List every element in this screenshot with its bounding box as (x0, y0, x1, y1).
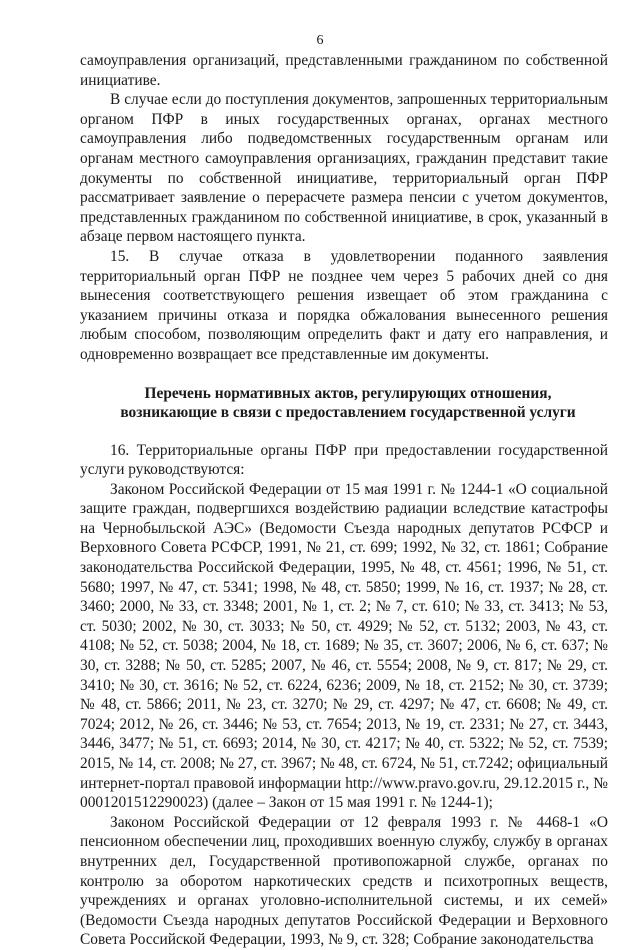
paragraph-documents-request: В случае если до поступления документов, запрошенных территориальным органом ПФР в иных государственных органах, органах местного самоуправления либо подведомственных государственным органам или органам местного самоуправления организациях, гражданин представит такие документы по собственной инициативе, территориальный орган ПФР рассматривает заявление о перерасчете размера пенсии с учетом документов, представленных гражданином по собственной инициативе, в срок, указанный в абзаце первом настоящего пункта. (80, 91, 608, 246)
paragraph-item-15: 15. В случае отказа в удовлетворении поданного заявления территориальный орган ПФР не позднее чем через 5 рабочих дней со дня вынесения соответствующего решения извещает об этом гражданина с указанием причины отказа и порядка обжалования вынесенного решения любым способом, позволяющим определить факт и дату его направления, и одновременно возвращает все представленные им документы. (80, 247, 608, 363)
section-heading: Перечень нормативных актов, регулирующих отношения, возникающие в связи с предоставлением государственной услуги (120, 384, 576, 421)
paragraph-item-16: 16. Территориальные органы ПФР при предоставлении государственной услуги руководствуются: (80, 441, 608, 479)
document-body (80, 51, 608, 950)
paragraph-law-4468-1: Законом Российской Федерации от 12 февраля 1993 г. № 4468-1 «О пенсионном обеспечении лиц, проходивших военную службу, службу в органах внутренних дел, Государственной противопожарной службе, органах по контролю за оборотом наркотических средств и психотропных веществ, учреждениях и органах уголовно-исполнительной системы, и их семей» (Ведомости Съезда народных депутатов Российской Федерации и Верховного Совета Российской Федерации, 1993, № 9, ст. 328; Собрание законодательства (80, 813, 608, 949)
page-number: 6 (316, 33, 324, 48)
paragraph-law-1244-1: Законом Российской Федерации от 15 мая 1991 г. № 1244-1 «О социальной защите граждан, подвергшихся воздействию радиации вследствие катастрофы на Чернобыльской АЭС» (Ведомости Съезда народных депутатов РСФСР и Верховного Совета РСФСР, 1991, № 21, ст. 699; 1992, № 32, ст. 1861; Собрание законодательства Российской Федерации, 1995, № 48, ст. 4561; 1996, № 51, ст. 5680; 1997, № 47, ст. 5341; 1998, № 48, ст. 5850; 1999, № 16, ст. 1937; № 28, ст. 3460; 2000, № 33, ст. 3348; 2001, № 1, ст. 2; № 7, ст. 610; № 33, ст. 3413; № 53, ст. 5030; 2002, № 30, ст. 3033; № 50, ст. 4929; № 52, ст. 5132; 2003, № 43, ст. 4108; № 52, ст. 5038; 2004, № 18, ст. 1689; № 35, ст. 3607; 2006, № 6, ст. 637; № 30, ст. 3288; № 50, ст. 5285; 2007, № 46, ст. 5554; 2008, № 9, ст. 817; № 29, ст. 3410; № 30, ст. 3616; № 52, ст. 6224, 6236; 2009, № 18, ст. 2152; № 30, ст. 3739; № 48, ст. 5866; 2011, № 23, ст. 3270; № 29, ст. 4297; № 47, ст. 6608; № 49, ст. 7024; 2012, № 26, ст. 3446; № 53, ст. 7654; 2013, № 19, ст. 2331; № 27, ст. 3443, 3446, 3477; № 51, ст. 6693; 2014, № 30, ст. 4217; № 40, ст. 5322; № 52, ст. 7539; 2015, № 14, ст. 2008; № 27, ст. 3967; № 48, ст. 6724, № 51, ст.7242; официальный интернет-портал правовой информации http://www.pravo.gov.ru, 29.12.2015 г., № 0001201512290023) (далее – Закон от 15 мая 1991 г. № 1244-1); (80, 480, 608, 812)
paragraph-continuation: самоуправления организаций, представленными гражданином по собственной инициативе. (80, 52, 608, 89)
